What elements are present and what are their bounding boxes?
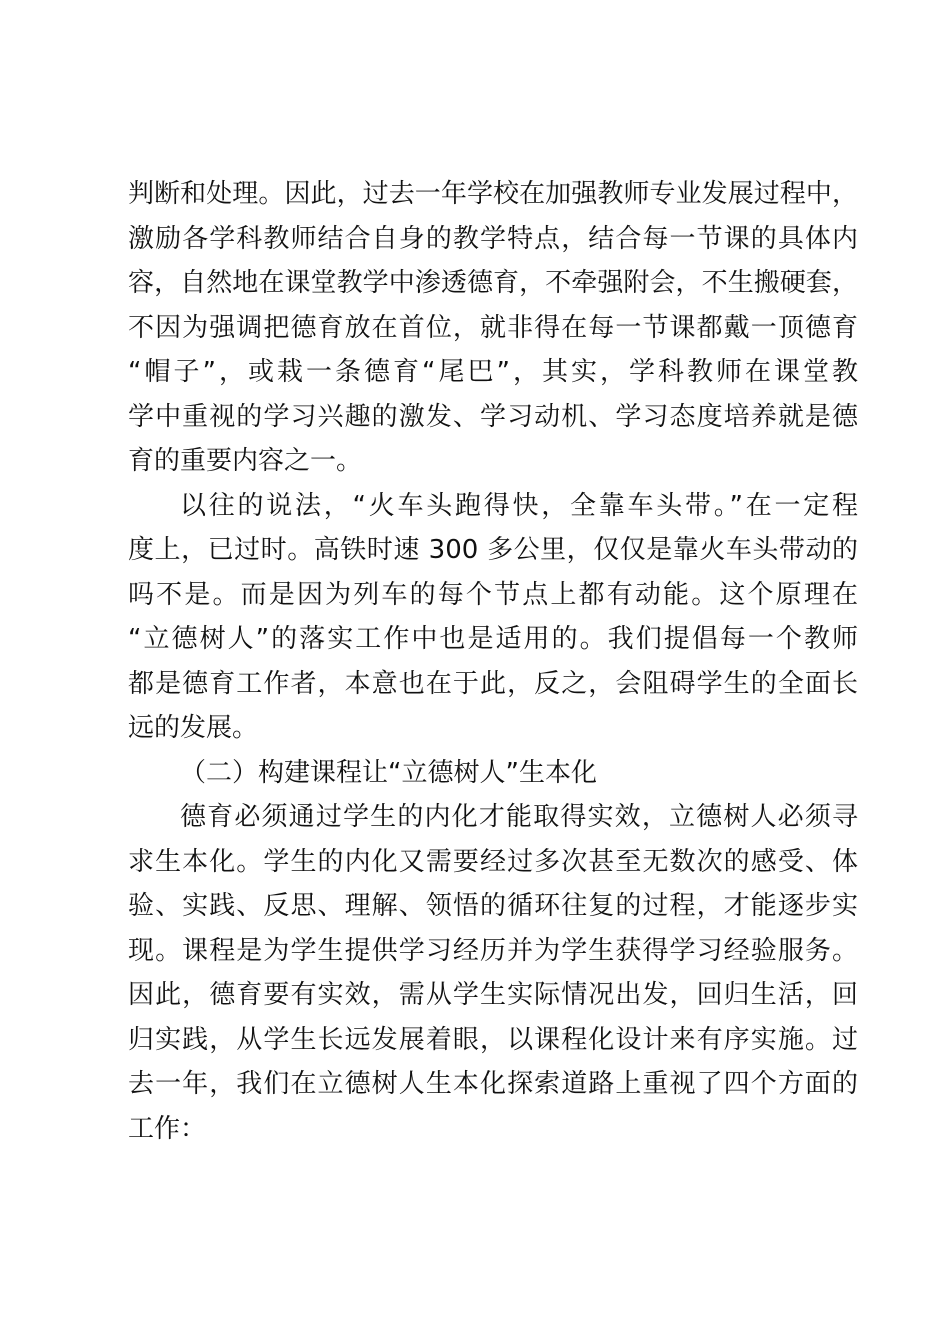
- text-line: 去一年，我们在立德树人生本化探索道路上重视了四个方面的: [128, 1069, 858, 1099]
- text-line: 求生本化。学生的内化又需要经过多次甚至无数次的感受、体: [128, 846, 858, 877]
- text-line: 激励各学科教师结合自身的教学特点，结合每一节课的具体内: [128, 223, 858, 254]
- text-line: 都是德育工作者，本意也在于此，反之，会阻碍学生的全面长: [128, 668, 858, 699]
- text-line: 吗不是。而是因为列车的每个节点上都有动能。这个原理在: [128, 579, 858, 610]
- body-text: [128, 172, 858, 1151]
- text-line: 容，自然地在课堂教学中渗透德育，不牵强附会，不生搬硬套，: [128, 268, 858, 298]
- text-line: 工作：: [128, 1113, 207, 1144]
- text-line: 远的发展。: [128, 713, 259, 743]
- text-line: 育的重要内容之一。: [128, 446, 363, 476]
- text-line: “帽子”，或栽一条德育“尾巴”，其实，学科教师在课堂教: [128, 357, 858, 387]
- text-line: 度上，已过时。高铁时速 300 多公里，仅仅是靠火车头带动的: [128, 535, 858, 565]
- paragraph-first-line: 德育必须通过学生的内化才能取得实效，立德树人必须寻: [180, 802, 858, 832]
- text-line: 归实践，从学生长远发展着眼，以课程化设计来有序实施。过: [128, 1024, 858, 1055]
- text-line: 学中重视的学习兴趣的激发、学习动机、学习态度培养就是德: [128, 401, 858, 432]
- text-line: 验、实践、反思、理解、领悟的循环往复的过程，才能逐步实: [128, 891, 858, 921]
- text-line: 判断和处理。因此，过去一年学校在加强教师专业发展过程中，: [128, 179, 858, 209]
- text-line: 现。课程是为学生提供学习经历并为学生获得学习经验服务。: [128, 935, 858, 966]
- text-line: 不因为强调把德育放在首位，就非得在每一节课都戴一顶德育: [128, 312, 858, 343]
- text-line: “立德树人”的落实工作中也是适用的。我们提倡每一个教师: [128, 624, 858, 654]
- text-line: 因此，德育要有实效，需从学生实际情况出发，回归生活，回: [128, 980, 858, 1010]
- paragraph-first-line: 以往的说法，“火车头跑得快，全靠车头带。”在一定程: [180, 490, 858, 521]
- section-heading: （二）构建课程让“立德树人”生本化: [180, 757, 597, 788]
